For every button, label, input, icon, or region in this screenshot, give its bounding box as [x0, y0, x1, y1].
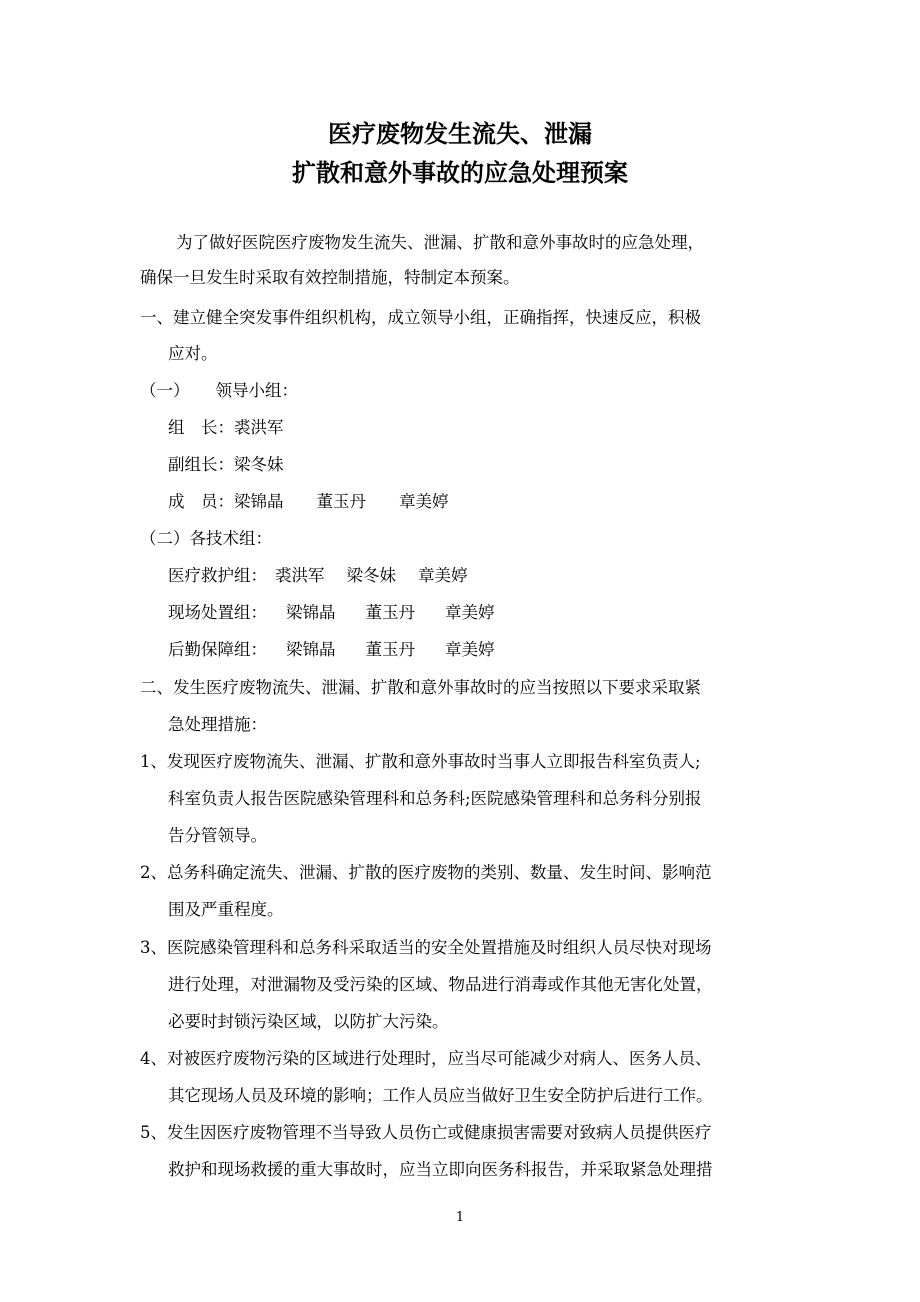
document-title-line-1: 医疗废物发生流失、泄漏 [328, 119, 592, 148]
subsection1-label: （一） [140, 381, 190, 400]
member-name: 董玉丹 [316, 492, 366, 511]
subsection1-title: 领导小组： [215, 381, 298, 400]
tech-group-member: 章美婷 [445, 640, 495, 659]
section1-line-2: 应对。 [168, 344, 218, 363]
document-title-line-2: 扩散和意外事故的应急处理预案 [292, 158, 628, 187]
members-row [168, 491, 449, 513]
tech-group-row [168, 639, 495, 661]
item1-line-1: 1、发现医疗废物流失、泄漏、扩散和意外事故时当事人立即报告科室负责人; [140, 752, 701, 771]
tech-group-member: 梁冬妹 [346, 566, 396, 585]
leader-name: 裘洪军 [234, 418, 284, 437]
item5-line-2: 救护和现场救援的重大事故时，应当立即向医务科报告，并采取紧急处理措 [168, 1160, 713, 1179]
tech-group-row [168, 565, 468, 587]
item2-line-1: 2、总务科确定流失、泄漏、扩散的医疗废物的类别、数量、发生时间、影响范 [140, 863, 712, 882]
tech-group-member: 梁锦晶 [286, 603, 336, 622]
item3-line-1: 3、医院感染管理科和总务科采取适当的安全处置措施及时组织人员尽快对现场 [140, 938, 712, 957]
tech-group-member: 裘洪军 [275, 566, 325, 585]
item4-line-2: 其它现场人员及环境的影响；工作人员应当做好卫生安全防护后进行工作。 [168, 1086, 713, 1105]
subsection1-heading [140, 380, 298, 402]
intro-line-2: 确保一旦发生时采取有效控制措施，特制定本预案。 [140, 268, 520, 287]
tech-group-row [168, 602, 495, 624]
tech-group-label: 现场处置组： [168, 603, 267, 622]
members-label: 成 员： [168, 492, 234, 511]
item5-line-1: 5、发生因医疗废物管理不当导致人员伤亡或健康损害需要对致病人员提供医疗 [140, 1123, 712, 1142]
item3-line-2: 进行处理，对泄漏物及受污染的区域、物品进行消毒或作其他无害化处置， [168, 975, 713, 994]
intro-line-1: 为了做好医院医疗废物发生流失、泄漏、扩散和意外事故时的应急处理， [176, 233, 704, 252]
item2-line-2: 围及严重程度。 [168, 900, 284, 919]
page-number: 1 [455, 1210, 465, 1225]
tech-group-member: 章美婷 [418, 566, 468, 585]
member-name: 梁锦晶 [234, 492, 284, 511]
tech-group-member: 董玉丹 [365, 603, 415, 622]
tech-group-label: 后勤保障组： [168, 640, 267, 659]
item3-line-3: 必要时封锁污染区域，以防扩大污染。 [168, 1012, 449, 1031]
section2-line-2: 急处理措施： [168, 715, 267, 734]
leader-row [168, 417, 284, 439]
deputy-label: 副组长： [168, 455, 234, 474]
member-name: 章美婷 [399, 492, 449, 511]
tech-group-member: 章美婷 [445, 603, 495, 622]
subsection2-heading: （二）各技术组： [140, 529, 272, 548]
tech-group-label: 医疗救护组： [168, 566, 267, 585]
item1-line-3: 告分管领导。 [168, 826, 267, 845]
deputy-name: 梁冬妹 [234, 455, 284, 474]
item1-line-2: 科室负责人报告医院感染管理科和总务科;医院感染管理科和总务科分别报 [168, 789, 702, 808]
section2-line-1: 二、发生医疗废物流失、泄漏、扩散和意外事故时的应当按照以下要求采取紧 [140, 678, 701, 697]
deputy-row [168, 454, 284, 476]
tech-group-member: 董玉丹 [365, 640, 415, 659]
tech-group-member: 梁锦晶 [286, 640, 336, 659]
leader-label: 组 长： [168, 418, 234, 437]
section1-line-1: 一、建立健全突发事件组织机构，成立领导小组，正确指挥，快速反应，积极 [140, 308, 701, 327]
item4-line-1: 4、对被医疗废物污染的区域进行处理时，应当尽可能减少对病人、医务人员、 [140, 1049, 712, 1068]
